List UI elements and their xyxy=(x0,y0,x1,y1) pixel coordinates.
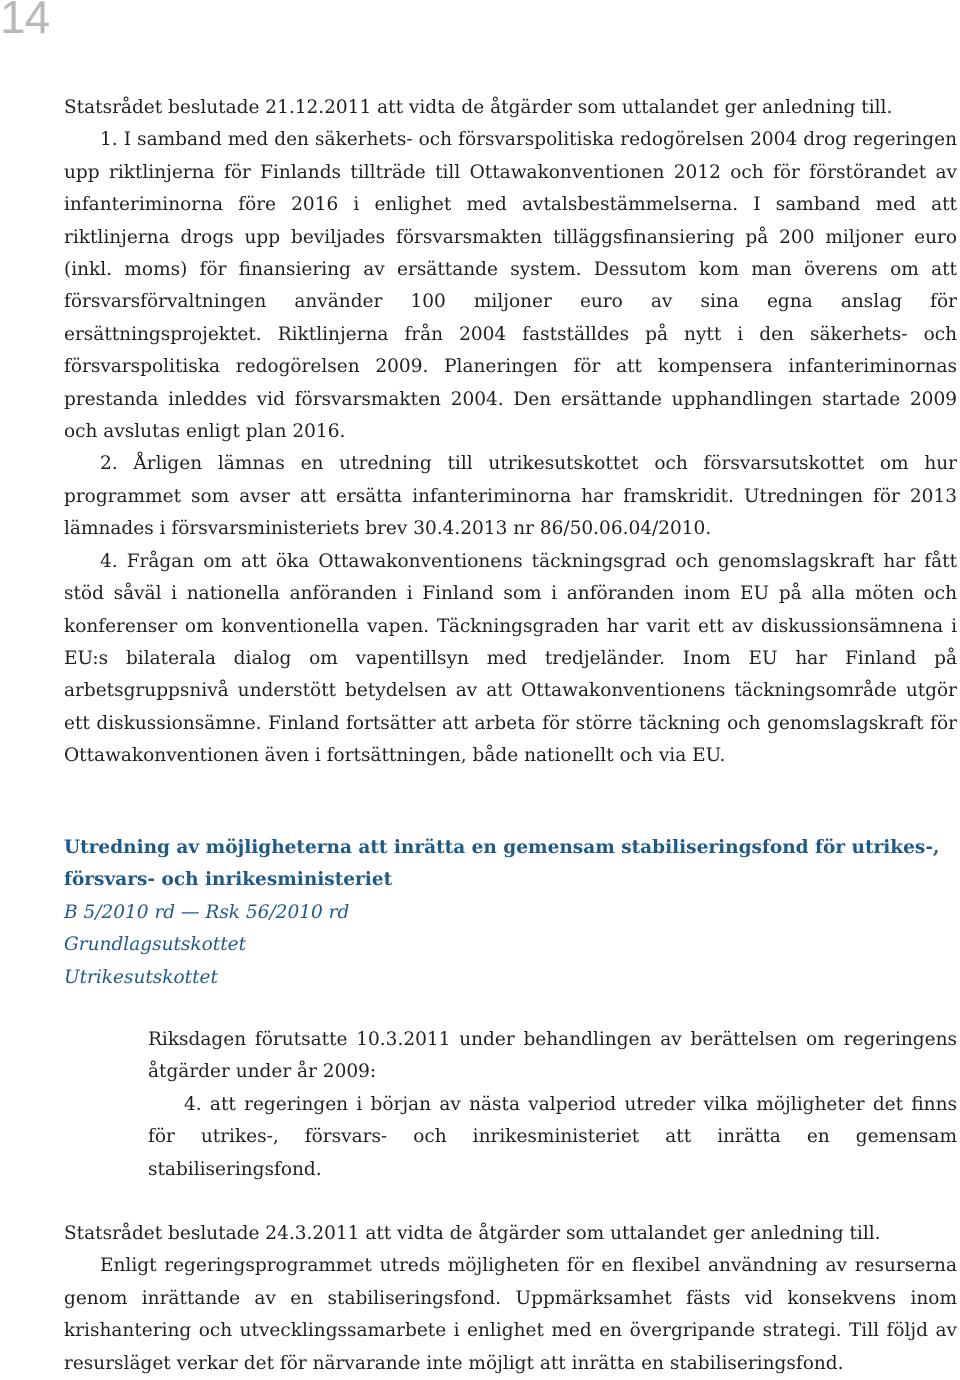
numbered-paragraph-2: 2. Årligen lämnas en utredning till utrikesutskottet och försvarsutskottet om hur programmet som avser att ersätta infanteriminorna har framskridit. Utredningen för 2013 lämnades i försvarsministeriets brev 30.4.2013 nr 86/50.06.04/2010. xyxy=(64,453,957,540)
section-1 xyxy=(64,92,957,773)
section-2-heading xyxy=(64,832,957,994)
section-title: Utredning av möjligheterna att inrätta en gemensam stabiliseringsfond för utrikes-, försvars- och inrikesministeriet xyxy=(64,837,940,891)
document-reference: B 5/2010 rd — Rsk 56/2010 rd xyxy=(64,901,350,923)
numbered-paragraph-1: 1. I samband med den säkerhets- och försvarspolitiska redogörelsen 2004 drog regeringen upp riktlinjerna för Finlands tillträde till Ottawakonventionen 2012 och för förstörandet av infanteriminorna före 2016 i enlighet med avtalsbestämmelserna. I samband med att riktlinjerna drogs upp beviljades försvarsmakten tilläggsfinansiering på 200 miljoner euro (inkl. moms) för finansiering av ersättande system. Dessutom kom man överens om att försvarsförvaltningen använder 100 miljoner euro av sina egna anslag för ersättningsprojektet. Riktlinjerna från 2004 fastställdes på nytt i den säkerhets- och försvarspolitiska redogörelsen 2009. Planeringen för att kompensera infanteriminornas prestanda inleddes vid försvarsmakten 2004. Den ersättande upphandlingen startade 2009 och avslutas enligt plan 2016. xyxy=(64,129,957,443)
committee-name: Grundlagsutskottet xyxy=(64,934,247,956)
decision-statement: Statsrådet beslutade 21.12.2011 att vidta de åtgärder som uttalandet ger anledning till. xyxy=(64,97,893,118)
page-number: 14 xyxy=(0,0,50,43)
decision-statement: Statsrådet beslutade 24.3.2011 att vidta de åtgärder som uttalandet ger anledning till. xyxy=(64,1223,881,1244)
numbered-paragraph-4: 4. Frågan om att öka Ottawakonventionens täckningsgrad och genomslagskraft har fått stöd såväl i nationella anföranden i Finland som i anföranden inom EU på alla möten och konferenser om konventionella vapen. Täckningsgraden har varit ett av diskussionsämnena i EU:s bilaterala dialog om vapentillsyn med tredjeländer. Inom EU har Finland på arbetsgruppsnivå understött betydelsen av att Ottawakonventionens täckningsområde utgör ett diskussionsämne. Finland fortsätter att arbeta för större täckning och genomslagskraft för Ottawakonventionen även i fortsättningen, både nationellt och via EU. xyxy=(64,550,957,767)
parliament-statement xyxy=(148,1024,957,1186)
statement-intro: Riksdagen förutsatte 10.3.2011 under behandlingen av berättelsen om regeringens åtgärder under år 2009: xyxy=(148,1029,957,1083)
section-2-body xyxy=(64,1218,957,1380)
body-paragraph: Enligt regeringsprogrammet utreds möjligheten för en flexibel användning av resurserna genom inrättande av en stabiliseringsfond. Uppmärksamhet fästs vid konsekvens inom krishantering och utvecklingssamarbete i enlighet med en övergripande strategi. Till följd av resursläget verkar det för närvarande inte möjligt att inrätta en stabiliseringsfond. xyxy=(64,1255,957,1374)
statement-item: 4. att regeringen i början av nästa valperiod utreder vilka möjligheter det finns för utrikes-, försvars- och inrikesministeriet att inrätta en gemensam stabiliseringsfond. xyxy=(148,1093,957,1180)
committee-name: Utrikesutskottet xyxy=(64,966,218,988)
